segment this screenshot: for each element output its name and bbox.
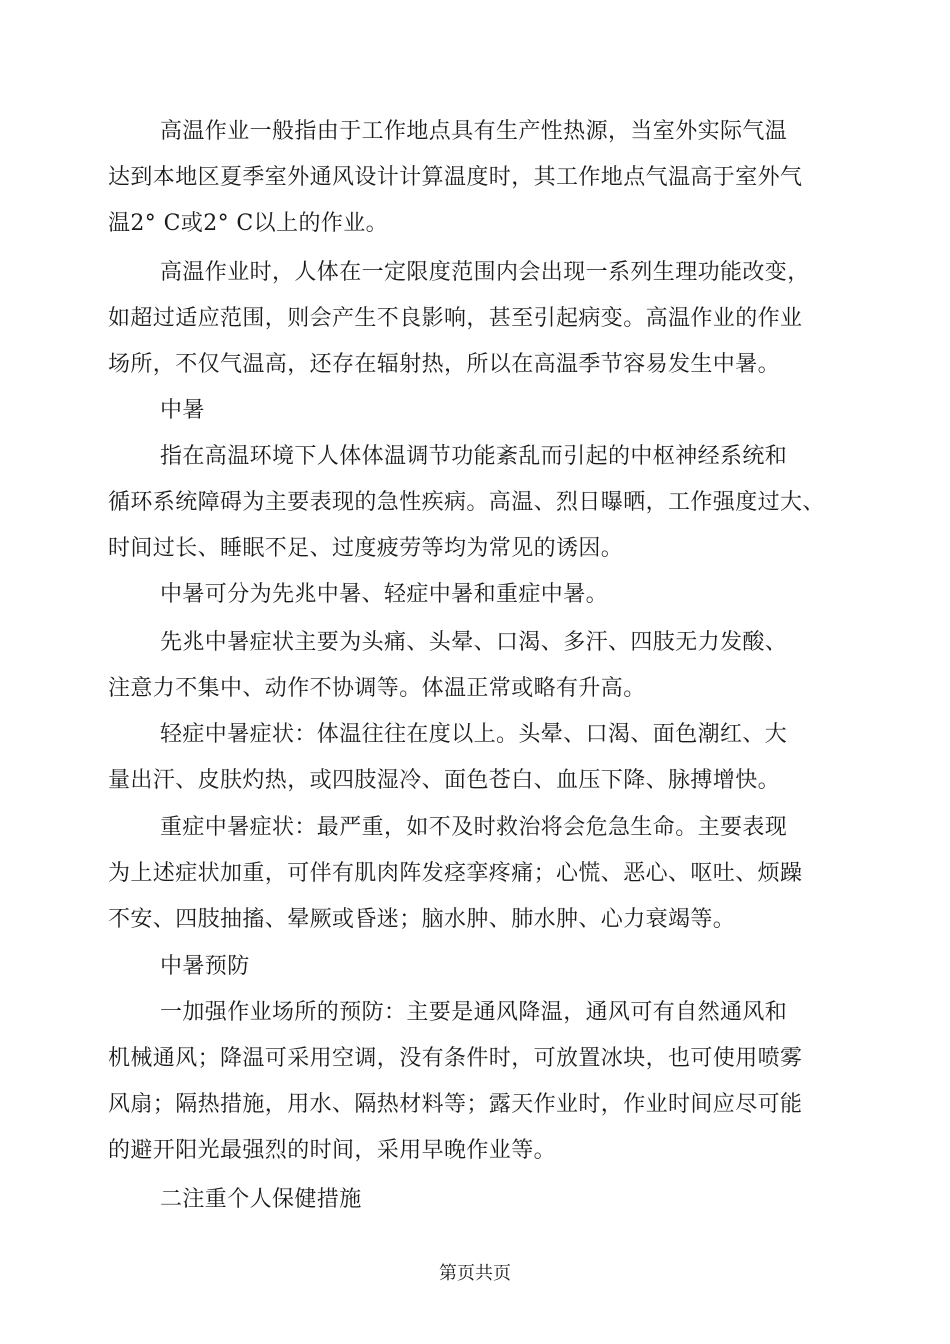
paragraph-line: 场所，不仅气温高，还存在辐射热，所以在高温季节容易发生中暑。 [108, 352, 781, 377]
paragraph-line: 量出汗、皮肤灼热，或四肢湿冷、面色苍白、血压下降、脉搏增快。 [108, 768, 781, 793]
paragraph-line: 的避开阳光最强烈的时间，采用早晚作业等。 [108, 1138, 557, 1163]
paragraph-line: 温2° C或2° C以上的作业。 [108, 211, 389, 236]
paragraph-line: 机械通风；降温可采用空调，没有条件时，可放置冰块，也可使用喷雾 [108, 1046, 803, 1071]
paragraph-line: 一加强作业场所的预防：主要是通风降温，通风可有自然通风和 [160, 1000, 788, 1025]
paragraph-line: 如超过适应范围，则会产生不良影响，甚至引起病变。高温作业的作业 [108, 306, 803, 331]
paragraph-line: 高温作业时，人体在一定限度范围内会出现一系列生理功能改变， [160, 260, 810, 285]
paragraph-line: 为上述症状加重，可伴有肌肉阵发痉挛疼痛；心慌、恶心、呕吐、烦躁 [108, 861, 803, 886]
paragraph-line: 指在高温环境下人体体温调节功能紊乱而引起的中枢神经系统和 [160, 444, 788, 469]
paragraph-line: 不安、四肢抽搐、晕厥或昏迷；脑水肿、肺水肿、心力衰竭等。 [108, 907, 736, 932]
section-heading: 中暑 [160, 398, 205, 423]
paragraph-line: 轻症中暑症状：体温往往在度以上。头晕、口渴、面色潮红、大 [160, 722, 788, 747]
paragraph-line: 二注重个人保健措施 [160, 1187, 362, 1212]
paragraph-line: 循环系统障碍为主要表现的急性疾病。高温、烈日曝晒，工作强度过大、 [108, 490, 825, 515]
paragraph-line: 注意力不集中、动作不协调等。体温正常或略有升高。 [108, 676, 646, 701]
paragraph-line: 先兆中暑症状主要为头痛、头晕、口渴、多汗、四肢无力发酸、 [160, 630, 788, 655]
paragraph-line: 高温作业一般指由于工作地点具有生产性热源，当室外实际气温 [160, 119, 788, 144]
paragraph-line: 重症中暑症状：最严重，如不及时救治将会危急生命。主要表现 [160, 815, 788, 840]
paragraph-line: 达到本地区夏季室外通风设计计算温度时，其工作地点气温高于室外气 [108, 165, 803, 190]
paragraph-line: 中暑可分为先兆中暑、轻症中暑和重症中暑。 [160, 582, 609, 607]
section-heading: 中暑预防 [160, 954, 250, 979]
page-footer: 第页共页 [439, 1263, 511, 1284]
paragraph-line: 风扇；隔热措施，用水、隔热材料等；露天作业时，作业时间应尽可能 [108, 1092, 803, 1117]
paragraph-line: 时间过长、睡眠不足、过度疲劳等均为常见的诱因。 [108, 536, 624, 561]
